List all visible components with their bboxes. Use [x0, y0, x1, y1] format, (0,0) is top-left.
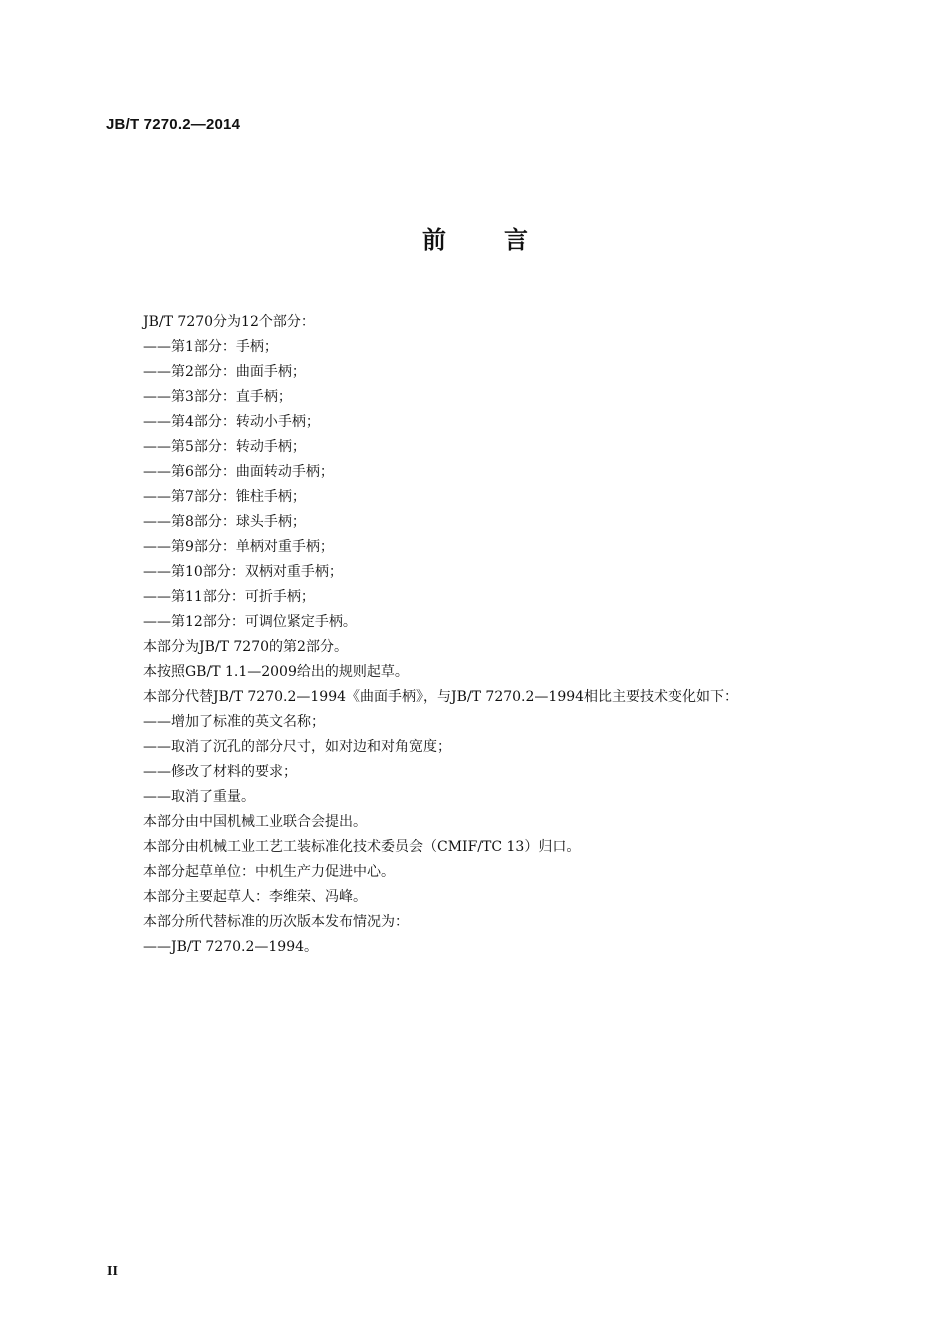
foreword-line: ——第5部分：转动手柄；	[143, 439, 306, 455]
foreword-line: ——第12部分：可调位紧定手柄。	[143, 614, 357, 630]
foreword-line: JB/T 7270分为12个部分：	[143, 314, 315, 330]
page-title	[0, 220, 950, 255]
foreword-line: ——第1部分：手柄；	[143, 339, 278, 355]
foreword-line: ——第2部分：曲面手柄；	[143, 364, 306, 380]
foreword-line: 本部分为JB/T 7270的第2部分。	[143, 639, 348, 655]
foreword-line: ——第9部分：单柄对重手柄；	[143, 539, 334, 555]
title-char-1: 前	[422, 226, 446, 254]
foreword-line: ——JB/T 7270.2—1994。	[143, 939, 319, 955]
foreword-line: ——取消了沉孔的部分尺寸，如对边和对角宽度；	[143, 739, 451, 755]
foreword-line: ——第11部分：可折手柄；	[143, 589, 315, 605]
foreword-line: ——第4部分：转动小手柄；	[143, 414, 320, 430]
page-number: II	[107, 1264, 118, 1279]
foreword-line: ——第8部分：球头手柄；	[143, 514, 306, 530]
title-char-2: 言	[504, 226, 528, 254]
foreword-line: ——增加了标准的英文名称；	[143, 714, 325, 730]
foreword-line: 本部分由机械工业工艺工装标准化技术委员会（CMIF/TC 13）归口。	[143, 839, 581, 855]
foreword-line: ——第7部分：锥柱手柄；	[143, 489, 306, 505]
foreword-line: 本部分所代替标准的历次版本发布情况为：	[143, 914, 409, 930]
foreword-line: ——修改了材料的要求；	[143, 764, 297, 780]
foreword-line: 本按照GB/T 1.1—2009给出的规则起草。	[143, 664, 409, 680]
foreword-line: ——第10部分：双柄对重手柄；	[143, 564, 343, 580]
foreword-line: 本部分主要起草人：李维荣、冯峰。	[143, 889, 367, 905]
foreword-line: ——取消了重量。	[143, 789, 255, 805]
foreword-line: 本部分由中国机械工业联合会提出。	[143, 814, 367, 830]
foreword-line: ——第6部分：曲面转动手柄；	[143, 464, 334, 480]
foreword-line: 本部分起草单位：中机生产力促进中心。	[143, 864, 395, 880]
foreword-body	[143, 310, 843, 960]
foreword-line: ——第3部分：直手柄；	[143, 389, 292, 405]
foreword-line: 本部分代替JB/T 7270.2—1994《曲面手柄》，与JB/T 7270.2—1994相比主要技术变化如下：	[143, 689, 739, 705]
standard-code-header: JB/T 7270.2—2014	[106, 116, 241, 133]
